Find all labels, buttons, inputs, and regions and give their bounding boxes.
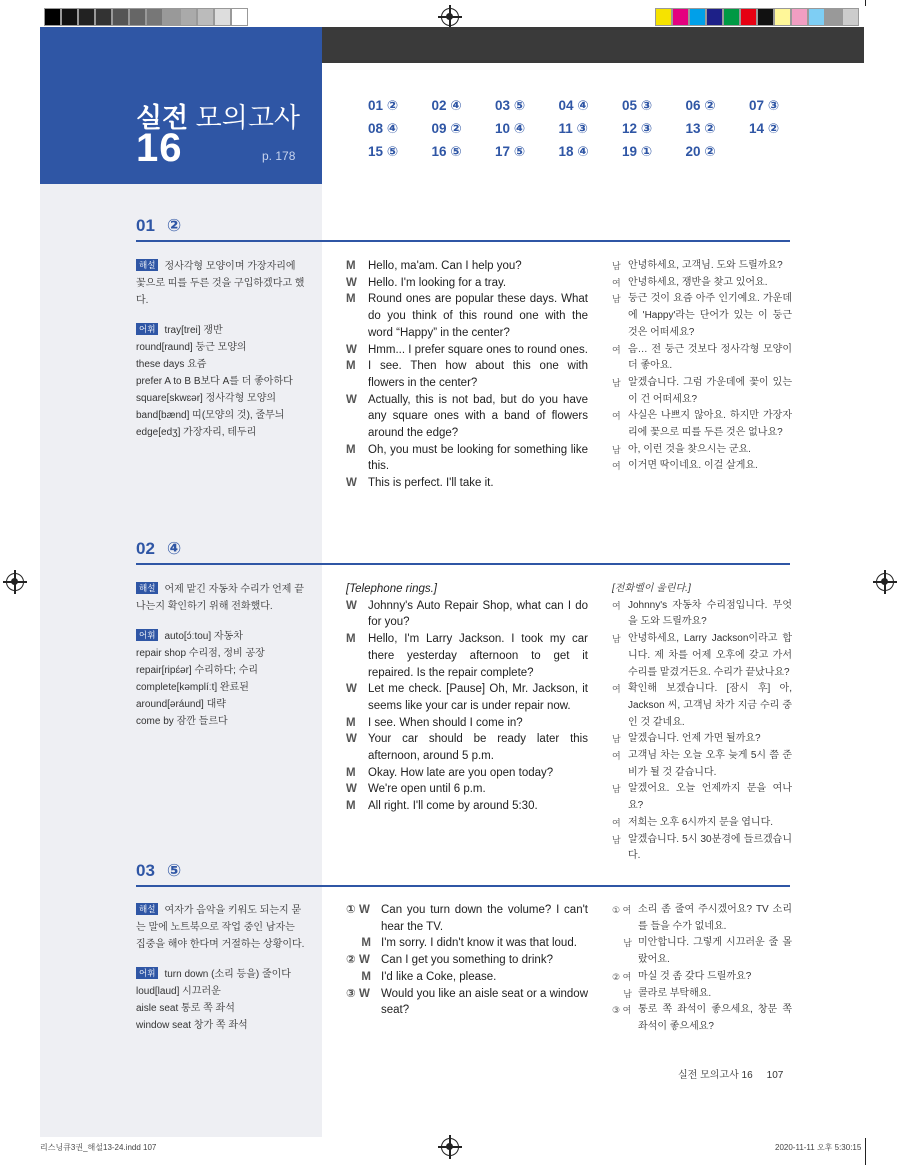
translation-line: 남 알겠습니다. 그럼 가운데에 꽃이 있는 이 건 어떠세요? bbox=[612, 376, 792, 405]
answer-item: 15 ⑤ bbox=[368, 144, 399, 159]
crop-mark bbox=[865, 0, 866, 6]
answer-item: 19 ① bbox=[622, 144, 653, 159]
explain-tag: 해설 bbox=[136, 903, 158, 915]
translation-line: 여 저희는 오후 6시까지 문을 엽니다. bbox=[612, 816, 774, 828]
translation-line: 남 안녕하세요, 고객님. 도와 드릴까요? bbox=[612, 260, 783, 271]
translation-line: ③ 여 통로 쪽 좌석이 좋으세요, 창문 쪽 좌석이 좋으세요? bbox=[612, 1004, 792, 1032]
answer-item: 18 ④ bbox=[558, 144, 589, 159]
answer-item: 20 ② bbox=[685, 144, 716, 159]
vocab-tag: 어휘 bbox=[136, 323, 158, 335]
vocab-tag: 어휘 bbox=[136, 967, 158, 979]
translation-line: 여 사실은 나쁘지 않아요. 하지만 가장자리에 꽃으로 띠를 두른 것은 없나요? bbox=[612, 410, 792, 439]
vocab-item: band[bænd] 띠(모양의 것), 줄무늬 bbox=[136, 410, 285, 421]
answer-item: 06 ② bbox=[685, 98, 716, 113]
notes-01 bbox=[136, 258, 306, 441]
explain-tag: 해설 bbox=[136, 259, 158, 271]
dialog-line: M Oh, you must be looking for something like this. bbox=[346, 443, 588, 473]
translation-line: 남 알겠습니다. 언제 가면 될까요? bbox=[612, 733, 761, 745]
dialog-line: ① W Can you turn down the volume? I can't hear the TV. bbox=[346, 904, 588, 933]
dialog-line: W Hello. I'm looking for a tray. bbox=[346, 276, 507, 289]
translation-line: 여 Johnny's 자동차 수리점입니다. 무엇을 도와 드릴까요? bbox=[612, 599, 792, 628]
translation-line: 여 안녕하세요, 쟁반을 찾고 있어요. bbox=[612, 276, 768, 288]
translation-line: 남 안녕하세요, Larry Jackson이라고 합니다. 제 차를 어제 오후에 갖고 가서 수리를 맡겼거든요. 수리가 끝났나요? bbox=[612, 633, 792, 678]
dialog-line: M I see. Then how about this one with flowers in the center? bbox=[346, 360, 588, 389]
explanation-text: 정사각형 모양이며 가장자리에 꽃으로 띠를 두른 것을 구입하겠다고 했다. bbox=[136, 261, 305, 306]
translation-line: 여 확인해 보겠습니다. [잠시 후] 아, Jackson 씨, 고객님 차가 지금 수리 중인 것 같네요. bbox=[612, 683, 792, 728]
page-title: 실전 모의고사 bbox=[136, 103, 301, 133]
notes-02 bbox=[136, 581, 306, 730]
section-divider bbox=[136, 885, 790, 887]
translation-03 bbox=[612, 902, 792, 1036]
test-number: 16 bbox=[136, 126, 183, 170]
print-slug-date: 2020-11-11 오후 5:30:15 bbox=[775, 1143, 862, 1152]
dialog-line: ③ W Would you like an aisle seat or a window seat? bbox=[346, 987, 588, 1017]
answer-item: 08 ④ bbox=[368, 121, 399, 136]
answer-item: 03 ⑤ bbox=[495, 98, 526, 113]
answer-item: 07 ③ bbox=[749, 98, 780, 113]
print-slug-file: 리스닝큐3권_해설13-24.indd 107 bbox=[40, 1143, 157, 1152]
vocab-tag: 어휘 bbox=[136, 629, 158, 641]
answer-item: 13 ② bbox=[685, 121, 716, 136]
answer-item: 12 ③ bbox=[622, 121, 653, 136]
translation-line: 여 이거면 딱이네요. 이걸 살게요. bbox=[612, 460, 758, 472]
answer-item: 05 ③ bbox=[622, 98, 653, 113]
dialog-line: M Round ones are popular these days. What do you think of this round one with the word “Happy” in the center? bbox=[346, 293, 588, 339]
crop-mark bbox=[865, 1138, 866, 1165]
vocab-item: aisle seat 통로 쪽 좌석 bbox=[136, 1003, 235, 1014]
vocab-item: auto[ɔ́ːtou] 자동차 bbox=[164, 631, 243, 642]
page-footer bbox=[678, 1066, 783, 1081]
translation-line: 남 미안합니다. 그렇게 시끄러운 줄 몰랐어요. bbox=[623, 937, 792, 966]
translation-line: 여 음… 전 둥근 것보다 정사각형 모양이 더 좋아요. bbox=[612, 343, 792, 372]
dialog-line: W Let me check. [Pause] Oh, Mr. Jackson, it seems like your car is under repair now. bbox=[346, 683, 588, 712]
translation-line: 남 콜라로 부탁해요. bbox=[623, 987, 712, 999]
dialog-line: M I see. When should I come in? bbox=[346, 716, 523, 729]
vocab-item: round[raund] 둥근 모양의 bbox=[136, 342, 247, 353]
vocab-item: come by 잠깐 들르다 bbox=[136, 716, 228, 727]
vocab-item: square[skwɛər] 정사각형 모양의 bbox=[136, 393, 277, 404]
footer-title: 실전 모의고사 16 bbox=[678, 1070, 753, 1081]
registration-mark-icon bbox=[441, 8, 459, 26]
translation-01 bbox=[612, 258, 792, 475]
dialog-02 bbox=[346, 581, 588, 815]
translation-line: 여 고객님 차는 오늘 오후 늦게 5시 쯤 준비가 될 것 같습니다. bbox=[612, 750, 792, 778]
translation-line: ① 여 소리 좀 줄여 주시겠어요? TV 소리를 들을 수가 없네요. bbox=[612, 904, 792, 932]
translation-line: [전화벨이 울린다.] bbox=[612, 583, 691, 594]
answer-key bbox=[368, 98, 828, 160]
vocab-item: window seat 창가 쪽 좌석 bbox=[136, 1020, 248, 1031]
translation-line: 남 알겠습니다. 5시 30분경에 들르겠습니다. bbox=[612, 833, 792, 862]
translation-line: ② 여 마실 것 좀 갖다 드릴까요? bbox=[612, 970, 752, 982]
section-heading-01: 01 ② bbox=[136, 216, 182, 235]
dialog-line: M I'm sorry. I didn't know it was that loud. bbox=[361, 937, 577, 950]
registration-mark-icon bbox=[876, 573, 894, 591]
vocab-item: repair shop 수리점, 정비 공장 bbox=[136, 648, 265, 659]
answer-item: 14 ② bbox=[749, 121, 780, 136]
translation-02 bbox=[612, 581, 792, 865]
dialog-line: W This is perfect. I'll take it. bbox=[346, 477, 494, 490]
explanation-text: 어제 맡긴 자동차 수리가 언제 끝나는지 확인하기 위해 전화했다. bbox=[136, 584, 304, 612]
registration-mark-icon bbox=[441, 1138, 459, 1156]
dialog-line: M Okay. How late are you open today? bbox=[346, 766, 554, 779]
vocab-item: complete[kəmplíːt] 완료된 bbox=[136, 682, 249, 693]
section-heading-02: 02 ④ bbox=[136, 539, 182, 558]
translation-line: 남 알겠어요. 오늘 언제까지 문을 여나요? bbox=[612, 783, 792, 812]
vocab-item: these days 요즘 bbox=[136, 359, 207, 370]
vocab-item: around[əráund] 대략 bbox=[136, 699, 226, 710]
answer-item: 04 ④ bbox=[558, 98, 589, 113]
vocab-item: prefer A to B B보다 A를 더 좋아하다 bbox=[136, 376, 293, 387]
dialog-line: M Hello, I'm Larry Jackson. I took my car there yesterday afternoon to get it repaired. Is the repair complete? bbox=[346, 633, 588, 679]
vocab-item: edge[edʒ] 가장자리, 테두리 bbox=[136, 427, 257, 438]
dialog-line: [Telephone rings.] bbox=[346, 583, 438, 595]
dialog-line: M All right. I'll come by around 5:30. bbox=[346, 800, 538, 813]
dialog-line: W We're open until 6 p.m. bbox=[346, 783, 486, 796]
translation-line: 남 둥근 것이 요즘 아주 인기예요. 가운데에 'Happy'라는 단어가 있는 이 둥근 것은 어떠세요? bbox=[612, 293, 792, 338]
answer-item: 17 ⑤ bbox=[495, 144, 526, 159]
answer-item: 02 ④ bbox=[431, 98, 462, 113]
dialog-line: W Your car should be ready later this afternoon, around 5 p.m. bbox=[346, 733, 588, 763]
dialog-line: M Hello, ma'am. Can I help you? bbox=[346, 260, 522, 272]
vocab-item: repair[ripɛ́ər] 수리하다; 수리 bbox=[136, 665, 259, 676]
dialog-03 bbox=[346, 902, 588, 1019]
section-heading-03: 03 ⑤ bbox=[136, 861, 182, 880]
answer-item: 11 ③ bbox=[558, 121, 588, 136]
explanation-text: 여자가 음악을 키워도 되는지 묻는 말에 노트북으로 작업 중인 남자는 집중을 해야 한다며 거절하는 상황이다. bbox=[136, 905, 305, 950]
answer-item: 01 ② bbox=[368, 98, 399, 113]
header-dark-strip bbox=[322, 27, 864, 63]
dialog-line: W Hmm... I prefer square ones to round ones. bbox=[346, 343, 588, 356]
print-color-bar-color bbox=[655, 8, 859, 26]
answer-item: 09 ② bbox=[431, 121, 462, 136]
page-reference: p. 178 bbox=[262, 149, 296, 163]
dialog-line: W Johnny's Auto Repair Shop, what can I do for you? bbox=[346, 599, 588, 629]
vocab-item: loud[laud] 시끄러운 bbox=[136, 986, 221, 997]
answer-item: 10 ④ bbox=[495, 121, 526, 136]
page-number: 107 bbox=[766, 1070, 784, 1081]
vocab-item: turn down (소리 등을) 줄이다 bbox=[164, 969, 291, 980]
section-divider bbox=[136, 240, 790, 242]
print-color-bar-gray bbox=[44, 8, 248, 26]
dialog-line: M I'd like a Coke, please. bbox=[361, 970, 497, 983]
explain-tag: 해설 bbox=[136, 582, 158, 594]
answer-item: 16 ⑤ bbox=[431, 144, 462, 159]
section-divider bbox=[136, 563, 790, 565]
translation-line: 남 아, 이런 것을 찾으시는 군요. bbox=[612, 443, 751, 455]
dialog-line: ② W Can I get you something to drink? bbox=[346, 954, 553, 967]
dialog-line: W Actually, this is not bad, but do you have any square ones with a band of flowers around the edge? bbox=[346, 393, 588, 440]
vocab-item: tray[trei] 쟁반 bbox=[164, 325, 223, 336]
registration-mark-icon bbox=[6, 573, 24, 591]
notes-03 bbox=[136, 902, 306, 1034]
dialog-01 bbox=[346, 258, 588, 492]
